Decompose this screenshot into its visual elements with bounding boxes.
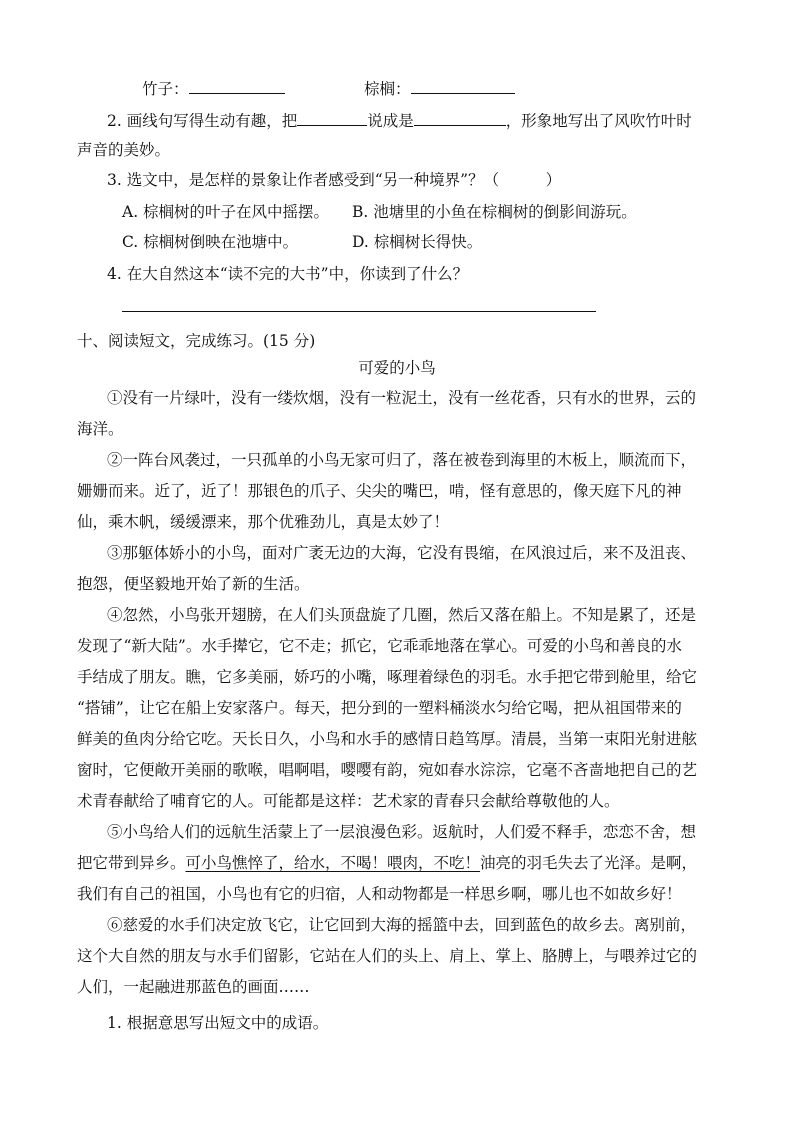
section-10-heading: 十、阅读短文，完成练习。(15 分): [77, 332, 316, 350]
q2-text-before: 2. 画线句写得生动有趣，把: [107, 112, 298, 130]
q4-stem: 4. 在大自然这本“读不完的大书”中，你读到了什么？: [107, 265, 469, 283]
passage-p3-line-1: ③那躯体娇小的小鸟，面对广袤无边的大海，它没有畏缩，在风浪过后，来不及沮丧、: [107, 544, 697, 562]
q3-option-d[interactable]: D. 棕榈树长得快。: [352, 233, 483, 251]
passage-p4-line-6: 窗时，它便敞开美丽的歌喉，唱啊唱，嘤嘤有韵，宛如春水淙淙，它毫不吝啬地把自己的艺: [77, 761, 698, 779]
q3-stem: 3. 选文中，是怎样的景象让作者感受到“另一种境界”？（ ）: [107, 171, 562, 189]
q10-1-stem: 1. 根据意思写出短文中的成语。: [107, 1014, 329, 1032]
q2-blank-2[interactable]: [414, 109, 506, 126]
passage-p4-line-7: 术青春献给了哺育它的人。可能都是这样：艺术家的青春只会献给尊敬他的人。: [77, 792, 620, 810]
zonglv-label: 棕榈：: [364, 80, 411, 98]
zonglv-fill-row: [364, 77, 515, 99]
zhuzi-answer-blank[interactable]: [189, 77, 285, 94]
q2-text-after: ，形象地写出了风吹竹叶时: [505, 112, 692, 130]
passage-p4-line-2: 发现了“新大陆”。水手撵它，它不走；抓它，它乖乖地落在掌心。可爱的小鸟和善良的水: [77, 637, 682, 655]
passage-title: 可爱的小鸟: [358, 359, 436, 377]
q2-text-middle: 说成是: [367, 112, 414, 130]
passage-p6-line-3: 人们，一起融进那蓝色的画面……: [77, 978, 310, 996]
passage-p4-line-4: “搭铺”，让它在船上安家落户。每天，把分到的一塑料桶淡水匀给它喝，把从祖国带来的: [77, 699, 682, 717]
passage-p4-line-3: 手结成了朋友。瞧，它多美丽，娇巧的小嘴，啄理着绿色的羽毛。水手把它带到舱里，给它: [77, 668, 698, 686]
passage-p6-line-2: 这个大自然的朋友与水手们留影，它站在人们的头上、肩上、掌上、胳膊上，与喂养过它的: [77, 947, 698, 965]
passage-underlined-sentence: 可小鸟憔悴了，给水，不喝！喂肉，不吃！: [185, 854, 481, 872]
q4-answer-line[interactable]: [122, 311, 596, 312]
passage-p5-line-1: ⑤小鸟给人们的远航生活蒙上了一层浪漫色彩。返航时，人们爱不释手，恋恋不舍，想: [107, 823, 697, 841]
q3-option-b[interactable]: B. 池塘里的小鱼在棕榈树的倒影间游玩。: [352, 203, 637, 221]
passage-p6-line-1: ⑥慈爱的水手们决定放飞它，让它回到大海的摇篮中去，回到蓝色的故乡去。离别前，: [107, 916, 697, 934]
passage-p4-line-1: ④忽然，小鸟张开翅膀，在人们头顶盘旋了几圈，然后又落在船上。不知是累了，还是: [107, 606, 697, 624]
passage-p4-line-5: 鲜美的鱼肉分给它吃。天长日久，小鸟和水手的感情日趋笃厚。清晨，当第一束阳光射进舷: [77, 730, 698, 748]
passage-p2-line-1: ②一阵台风袭过，一只孤单的小鸟无家可归了，落在被卷到海里的木板上，顺流而下，: [107, 451, 697, 469]
passage-p5-line-2: [77, 853, 697, 873]
passage-p1-line-2: 海洋。: [77, 420, 124, 438]
q2-blank-1[interactable]: [297, 109, 367, 126]
q3-option-c[interactable]: C. 棕榈树倒映在池塘中。: [122, 233, 299, 251]
passage-p5-line-2-post: 油亮的羽毛失去了光泽。是啊，: [480, 854, 698, 872]
passage-p5-line-2-pre: 把它带到异乡。: [77, 854, 186, 872]
zhuzi-fill-row: [142, 77, 285, 99]
q2-line-2: 声音的美妙。: [77, 141, 171, 159]
passage-p3-line-2: 抱怨，便坚毅地开始了新的生活。: [77, 575, 310, 593]
q3-option-a[interactable]: A. 棕榈树的叶子在风中摇摆。: [122, 203, 330, 221]
zhuzi-label: 竹子：: [142, 80, 189, 98]
passage-p2-line-3: 仙，乘木帆，缓缓漂来，那个优雅劲儿，真是太妙了！: [77, 513, 450, 531]
passage-p5-line-3: 我们有自己的祖国，小鸟也有它的归宿，人和动物都是一样思乡啊，哪儿也不如故乡好！: [77, 885, 682, 903]
passage-p2-line-2: 姗姗而来。近了，近了！那银色的爪子、尖尖的嘴巴，啃，怪有意思的，像天庭下凡的神: [77, 482, 682, 500]
zonglv-answer-blank[interactable]: [411, 77, 515, 94]
passage-p1-line-1: ①没有一片绿叶，没有一缕炊烟，没有一粒泥土，没有一丝花香，只有水的世界，云的: [107, 389, 697, 407]
q2-line-1: [107, 109, 692, 131]
